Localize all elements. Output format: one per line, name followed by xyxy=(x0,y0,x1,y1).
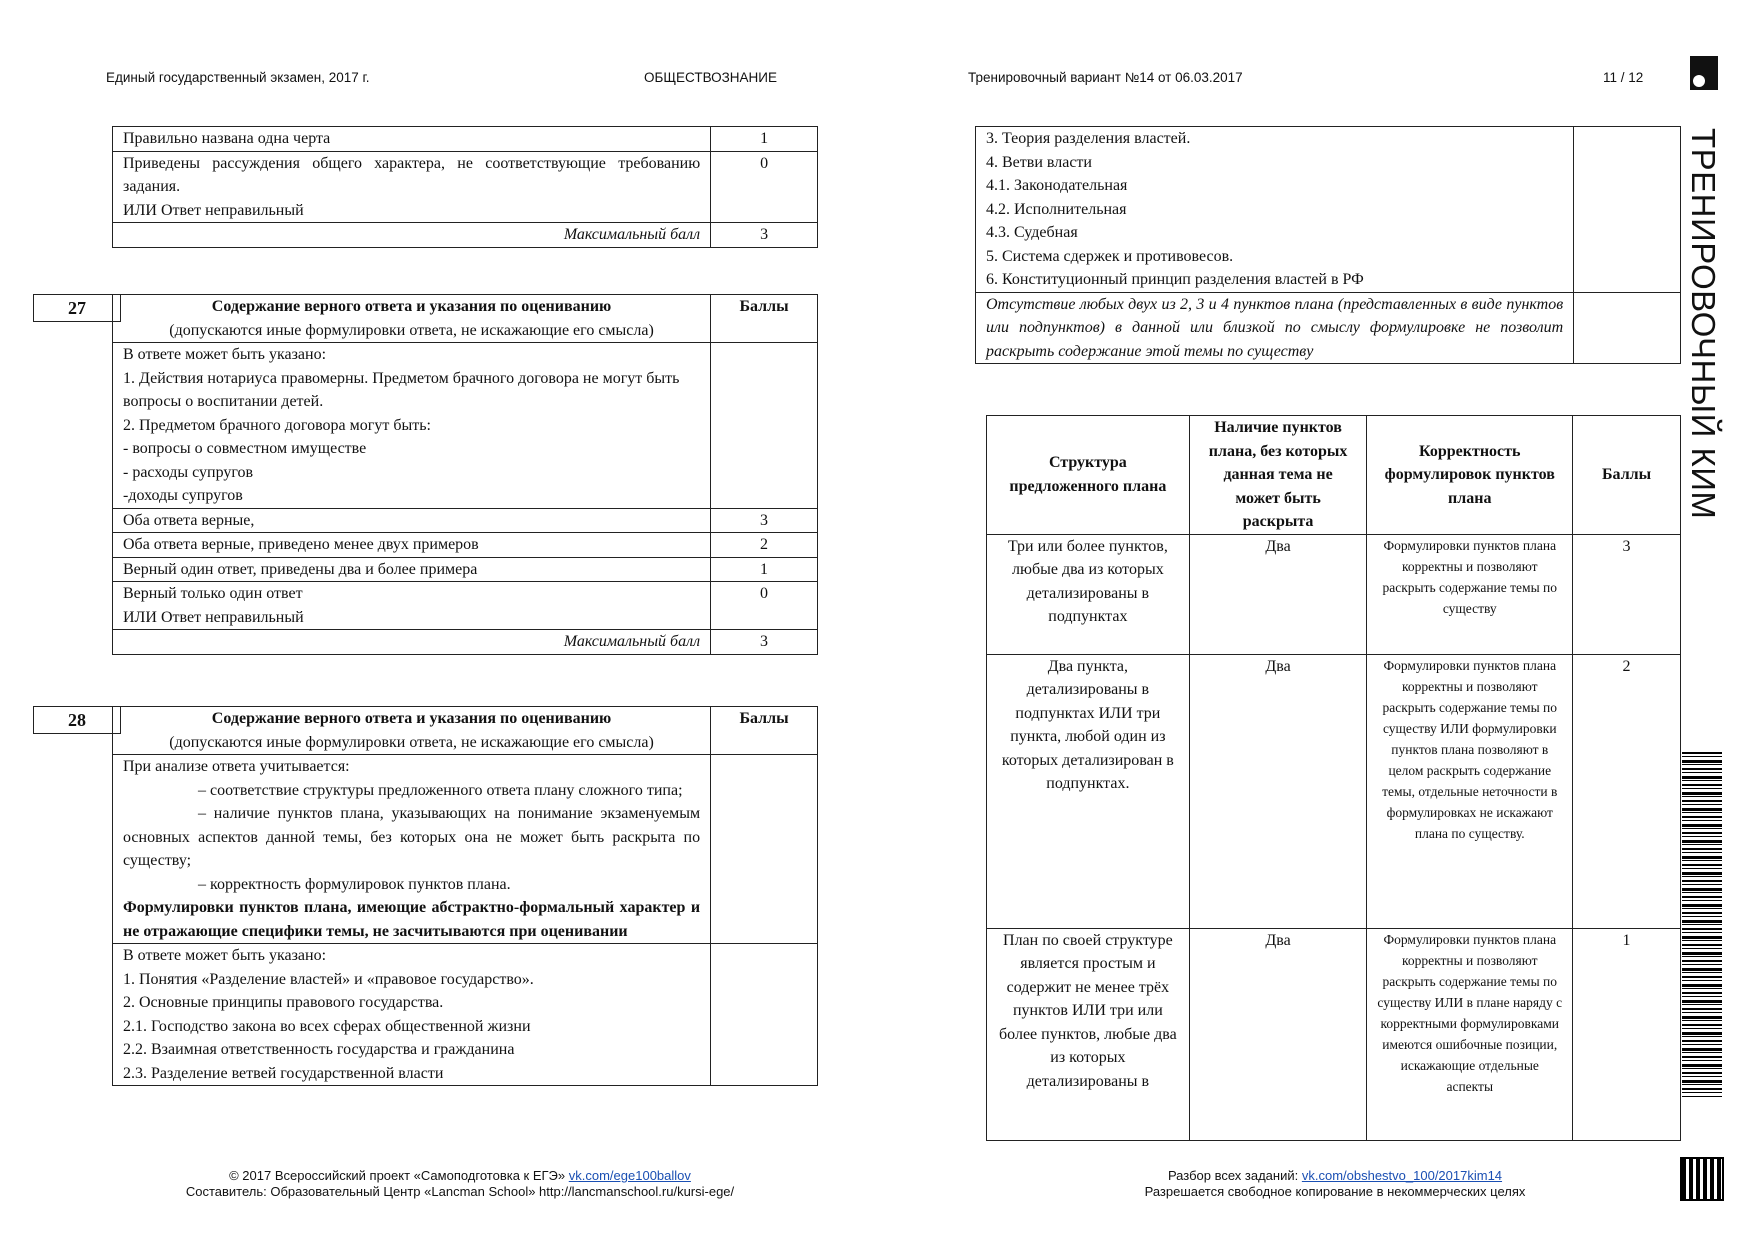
criterion-score: 1 xyxy=(711,557,818,582)
table-q27 xyxy=(112,294,818,655)
analysis-item: – наличие пунктов плана, указывающих на понимание экзаменуемым основных аспектов данной темы, без которых она не может быть раскрыта по существу; xyxy=(123,805,701,869)
table-q28 xyxy=(112,706,818,1086)
analysis-item: – корректность формулировок пунктов плана. xyxy=(198,875,511,893)
footer-left-line1 xyxy=(110,1168,810,1184)
criterion-score: 3 xyxy=(711,508,818,533)
table-row xyxy=(113,127,818,152)
analysis-content xyxy=(113,755,711,944)
max-score-row xyxy=(113,223,818,248)
table-row xyxy=(113,944,818,1086)
table-row xyxy=(113,533,818,558)
table-header-row xyxy=(113,295,818,343)
footer-copy-note: Разрешается свободное копирование в некоммерческих целях xyxy=(1144,1184,1526,1199)
cell-presence: Два xyxy=(1189,654,1367,928)
header-variant: Тренировочный вариант №14 от 06.03.2017 xyxy=(968,70,1243,85)
table-row xyxy=(987,928,1681,1141)
table-row xyxy=(987,534,1681,654)
col-header-correctness: Корректность формулировок пунктов плана xyxy=(1367,416,1573,535)
cell-presence: Два xyxy=(1189,928,1367,1141)
header-page-number: 11 / 12 xyxy=(1603,70,1644,85)
empty-score-cell xyxy=(1574,292,1681,364)
answer-line: -доходы супругов xyxy=(123,487,243,504)
footer-right-line1 xyxy=(985,1168,1685,1184)
answer-line: 5. Система сдержек и противовесов. xyxy=(986,247,1234,265)
max-score-label: Максимальный балл xyxy=(113,630,711,655)
footer-analysis-text: Разбор всех заданий: xyxy=(1167,1168,1299,1183)
criterion-text xyxy=(113,582,711,630)
criterion-score: 0 xyxy=(711,151,818,223)
header-title: Содержание верного ответа и указания по оцениванию xyxy=(211,298,612,315)
empty-score-cell xyxy=(711,944,818,1086)
criterion-text: Верный один ответ, приведены два и более примера xyxy=(113,557,711,582)
answer-line: В ответе может быть указано: xyxy=(123,947,327,964)
answer-line: 2.2. Взаимная ответственность государства и гражданина xyxy=(123,1041,515,1058)
criterion-score: 2 xyxy=(711,533,818,558)
footer-left xyxy=(110,1168,810,1200)
cell-correctness: Формулировки пунктов плана корректны и позволяют раскрыть содержание темы по существу xyxy=(1367,534,1573,654)
header-title: Содержание верного ответа и указания по оцениванию xyxy=(211,710,612,727)
table-q28-continuation xyxy=(975,126,1681,364)
cell-correctness: Формулировки пунктов плана корректны и позволяют раскрыть содержание темы по существу ИЛИ в плане наряду с корректными формулировками имеются ошибочные позиции, искажающие отдельные аспекты xyxy=(1367,928,1573,1141)
max-score-label: Максимальный балл xyxy=(113,223,711,248)
question-number-27: 27 xyxy=(33,294,121,322)
header-content-cell xyxy=(113,707,711,755)
empty-score-cell xyxy=(711,755,818,944)
header-content-cell xyxy=(113,295,711,343)
criterion-text: Оба ответа верные, приведено менее двух примеров xyxy=(113,533,711,558)
answer-line: 3. Теория разделения властей. xyxy=(986,130,1191,147)
answer-content xyxy=(113,343,711,509)
footer-vk-link[interactable]: vk.com/ege100ballov xyxy=(568,1168,691,1183)
answer-line: 4.1. Законодательная xyxy=(986,177,1128,194)
analysis-item: – соответствие структуры предложенного ответа плану сложного типа; xyxy=(198,781,683,799)
answer-line: - расходы супругов xyxy=(123,463,254,481)
criterion-line: ИЛИ Ответ неправильный xyxy=(123,608,304,626)
table-row xyxy=(113,755,818,944)
answer-line: 2.3. Разделение ветвей государственной власти xyxy=(123,1064,444,1082)
table-row xyxy=(113,151,818,223)
empty-score-cell xyxy=(711,343,818,509)
table-row xyxy=(113,343,818,509)
max-score-row xyxy=(113,630,818,655)
cell-score: 1 xyxy=(1573,928,1681,1141)
criterion-line: ИЛИ Ответ неправильный xyxy=(123,201,304,219)
table-row xyxy=(113,508,818,533)
cell-correctness: Формулировки пунктов плана корректны и позволяют раскрыть содержание темы по существу ИЛИ формулировки пунктов плана позволяют в целом раскрыть содержание темы, отдельные неточности в формулировках не искажают плана по существу. xyxy=(1367,654,1573,928)
empty-score-cell xyxy=(1574,127,1681,293)
header-exam-title: Единый государственный экзамен, 2017 г. xyxy=(106,70,370,85)
col-header-score: Баллы xyxy=(1573,416,1681,535)
answer-content xyxy=(113,944,711,1086)
table-row xyxy=(976,127,1681,293)
table-row xyxy=(113,582,818,630)
footer-project-text: © 2017 Всероссийский проект «Самоподготовка к ЕГЭ» xyxy=(229,1168,566,1183)
answer-content xyxy=(976,127,1574,293)
table-row xyxy=(113,557,818,582)
header-subtitle: (допускаются иные формулировки ответа, не искажающие его смысла) xyxy=(169,733,654,751)
criterion-line: Приведены рассуждения общего характера, не соответствующие требованию задания. xyxy=(123,154,701,195)
table-q26-continuation xyxy=(112,126,818,248)
answer-line: 1. Действия нотариуса правомерны. Предметом брачного договора не могут быть вопросы о воспитании детей. xyxy=(123,369,680,410)
answer-line: В ответе может быть указано: xyxy=(123,346,327,363)
analysis-intro: При анализе ответа учитывается: xyxy=(123,758,350,775)
col-header-presence: Наличие пунктов плана, без которых данная тема не может быть раскрыта xyxy=(1189,416,1367,535)
answer-line: 2. Основные принципы правового государства. xyxy=(123,994,444,1011)
cell-score: 2 xyxy=(1573,654,1681,928)
side-label: ТРЕНИРОВОЧНЫЙ КИМ xyxy=(1685,128,1722,520)
cell-score: 3 xyxy=(1573,534,1681,654)
criteria-table xyxy=(986,415,1681,1141)
footer-analysis-link[interactable]: vk.com/obshestvo_100/2017kim14 xyxy=(1301,1168,1503,1183)
header-score: Баллы xyxy=(711,295,818,343)
answer-line: 1. Понятия «Разделение властей» и «правовое государство». xyxy=(123,970,534,988)
criterion-text xyxy=(113,151,711,223)
barcode-icon xyxy=(1682,752,1722,1097)
answer-line: 2. Предметом брачного договора могут быть: xyxy=(123,416,431,434)
cell-presence: Два xyxy=(1189,534,1367,654)
header-subject: ОБЩЕСТВОЗНАНИЕ xyxy=(644,70,777,85)
table-header-row xyxy=(987,416,1681,535)
answer-line: 2.1. Господство закона во всех сферах общественной жизни xyxy=(123,1017,531,1035)
answer-line: 4.2. Исполнительная xyxy=(986,200,1127,218)
question-number-28: 28 xyxy=(33,706,121,734)
table-row xyxy=(976,292,1681,364)
answer-line: - вопросы о совместном имуществе xyxy=(123,440,367,457)
header-score: Баллы xyxy=(711,707,818,755)
max-score-value: 3 xyxy=(711,630,818,655)
table-header-row xyxy=(113,707,818,755)
cell-structure: Три или более пунктов, любые два из которых детализированы в подпунктах xyxy=(987,534,1190,654)
criterion-text: Правильно названа одна черта xyxy=(113,127,711,152)
footer-right xyxy=(985,1168,1685,1200)
answer-line: 4. Ветви власти xyxy=(986,153,1092,171)
cell-structure: План по своей структуре является простым и содержит не менее трёх пунктов ИЛИ три или более пунктов, любые два из которых детализированы в xyxy=(987,928,1190,1141)
criterion-score: 1 xyxy=(711,127,818,152)
bold-note: Формулировки пунктов плана, имеющие абстрактно-формальный характер и не отражающие специфики темы, не засчитываются при оценивании xyxy=(123,899,701,940)
answer-line: 6. Конституционный принцип разделения властей в РФ xyxy=(986,271,1364,288)
criterion-text: Оба ответа верные, xyxy=(113,508,711,533)
footer-author: Составитель: Образовательный Центр «Lancman School» http://lancmanschool.ru/kursi-ege/ xyxy=(185,1184,735,1199)
italic-note: Отсутствие любых двух из 2, 3 и 4 пунктов плана (представленных в виде пунктов или подпунктов) в данной или близкой по смыслу формулировке не позволит раскрыть содержание этой темы по существу xyxy=(976,292,1574,364)
criterion-score: 0 xyxy=(711,582,818,630)
header-subtitle: (допускаются иные формулировки ответа, не искажающие его смысла) xyxy=(169,321,654,339)
cell-structure: Два пункта, детализированы в подпунктах ИЛИ три пункта, любой один из которых детализирован в подпунктах. xyxy=(987,654,1190,928)
max-score-value: 3 xyxy=(711,223,818,248)
qr-code-icon xyxy=(1680,1157,1724,1201)
col-header-structure: Структура предложенного плана xyxy=(987,416,1190,535)
table-row xyxy=(987,654,1681,928)
criterion-line: Верный только один ответ xyxy=(123,585,303,602)
answer-line: 4.3. Судебная xyxy=(986,224,1078,241)
corner-marker-icon xyxy=(1690,56,1718,90)
